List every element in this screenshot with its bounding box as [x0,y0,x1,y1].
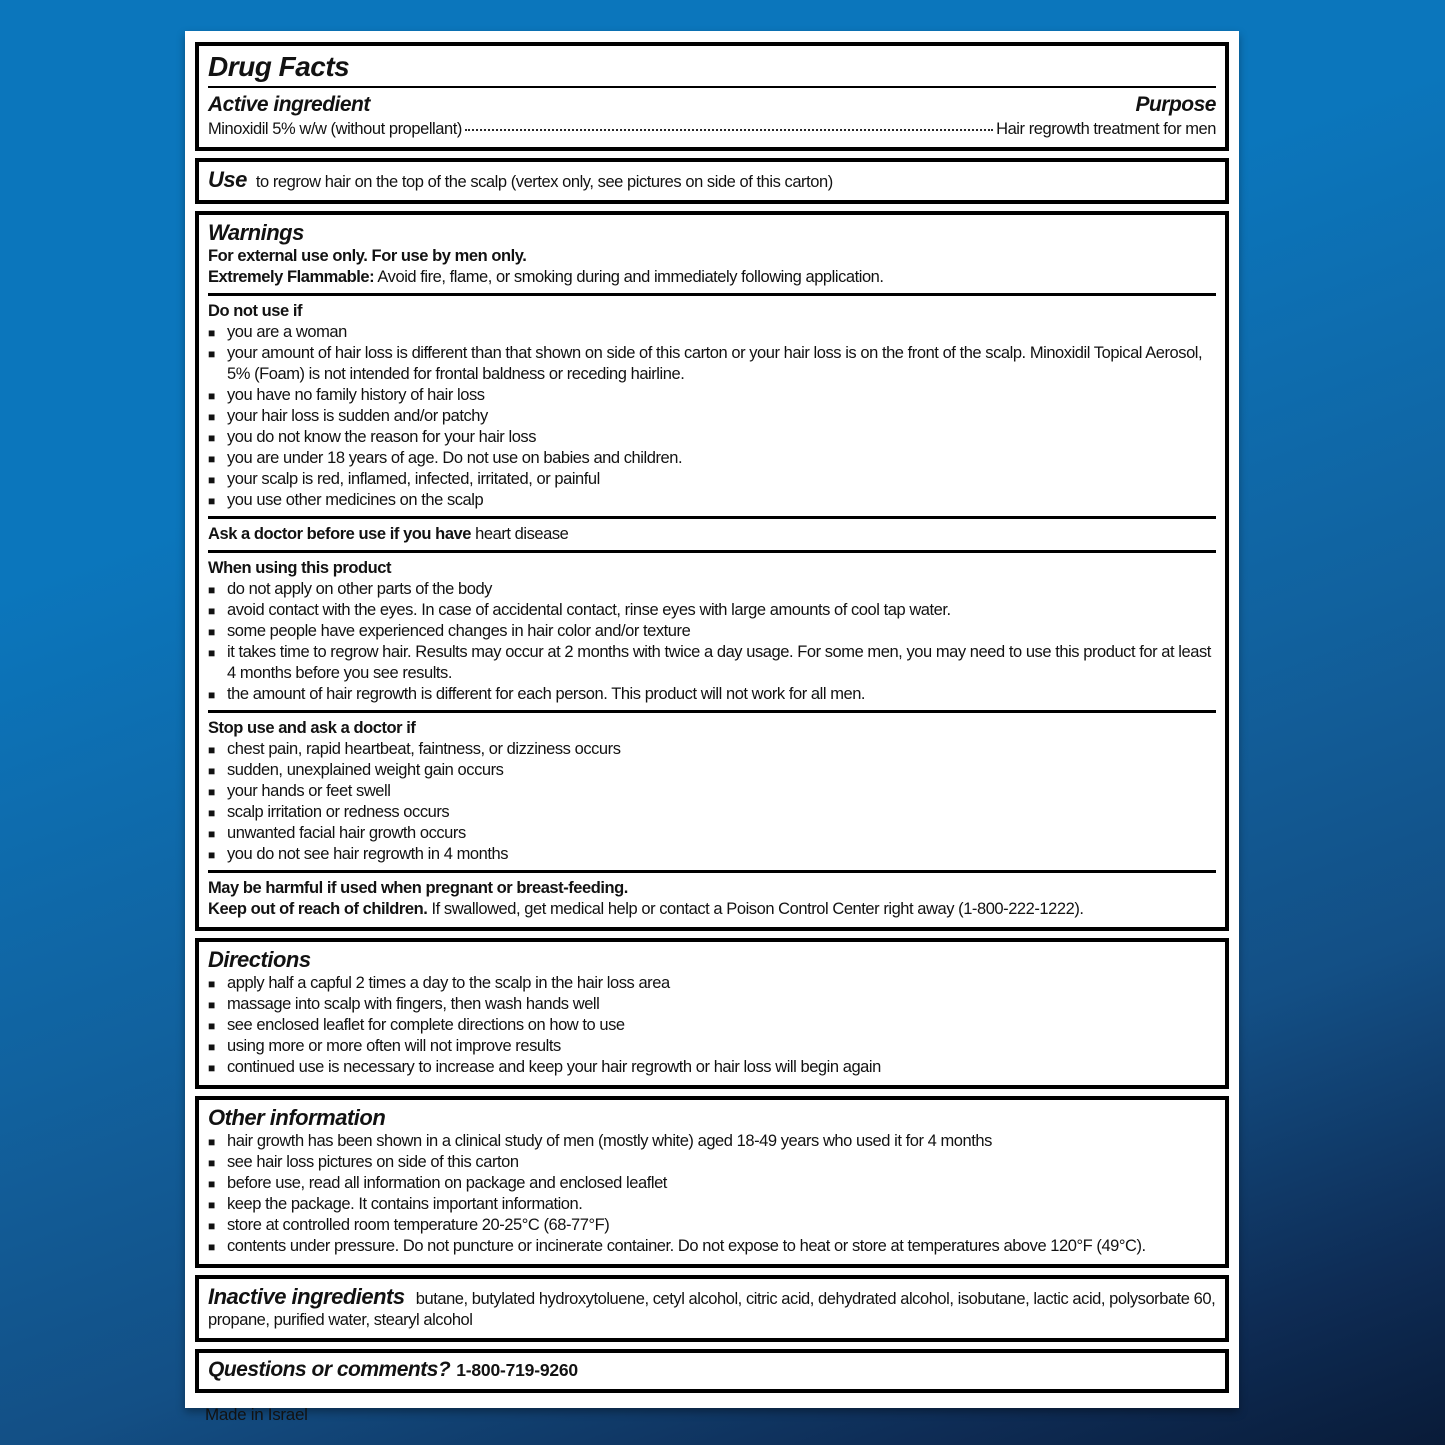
list-item: ■ some people have experienced changes in hair color and/or texture [208,621,1216,642]
dot-leader [465,129,993,131]
list-item: ■ you are under 18 years of age. Do not use on babies and children. [208,448,1216,469]
list-item: ■ your hands or feet swell [208,781,1216,802]
list-item: ■ you do not know the reason for your hair loss [208,427,1216,448]
questions-phone: 1-800-719-9260 [456,1360,578,1380]
active-ingredient-heading: Active ingredient [208,93,370,116]
list-item: ■ see hair loss pictures on side of this carton [208,1152,1216,1173]
list-item: ■ you use other medicines on the scalp [208,490,1216,511]
external-use-line: For external use only. For use by men only. [208,247,527,265]
section-other-information [195,1096,1229,1268]
list-item: ■ your scalp is red, inflamed, infected, irritated, or painful [208,469,1216,490]
ask-doctor-line [208,524,1216,545]
list-item: ■ scalp irritation or redness occurs [208,802,1216,823]
drug-facts-label [185,31,1239,1424]
do-not-use-list [208,322,1216,511]
use-heading: Use [208,167,247,192]
inactive-ingredients-heading: Inactive ingredients [208,1284,405,1309]
stop-use-heading: Stop use and ask a doctor if [208,719,416,737]
directions-list [208,973,1216,1078]
list-item: ■ contents under pressure. Do not puncture or incinerate container. Do not expose to heat or store at temperatures above 120°F (49°C). [208,1236,1216,1257]
title-divider [208,86,1216,88]
warnings-divider [208,870,1216,873]
list-item: ■ using more or more often will not improve results [208,1036,1216,1057]
directions-heading: Directions [208,947,311,972]
warnings-heading: Warnings [208,220,304,245]
list-item: ■ sudden, unexplained weight gain occurs [208,760,1216,781]
list-item: ■ you are a woman [208,322,1216,343]
inactive-ingredients-text: butane, butylated hydroxytoluene, cetyl alcohol, citric acid, dehydrated alcohol, isobutane, lactic acid, polysorbate 60, propane, purified water, stearyl alcohol [208,1290,1216,1329]
pregnancy-warning: May be harmful if used when pregnant or breast-feeding. [208,879,628,897]
active-ingredient-name: Minoxidil 5% w/w (without propellant) [208,120,462,138]
list-item: ■ the amount of hair regrowth is different for each person. This product will not work for all men. [208,684,1216,705]
list-item: ■ you do not see hair regrowth in 4 months [208,844,1216,865]
list-item: ■ do not apply on other parts of the body [208,579,1216,600]
use-text: to regrow hair on the top of the scalp (vertex only, see pictures on side of this carton) [255,173,833,191]
when-using-heading: When using this product [208,559,392,577]
list-item: ■ store at controlled room temperature 20-25°C (68-77°F) [208,1215,1216,1236]
keep-out-line [208,899,1216,920]
warnings-divider [208,550,1216,553]
other-information-list [208,1131,1216,1257]
list-item: ■ it takes time to regrow hair. Results may occur at 2 months with twice a day usage. For some men, you may need to use this product for at least 4 months before you see results. [208,642,1216,684]
list-item: ■ keep the package. It contains important information. [208,1194,1216,1215]
list-item: ■ avoid contact with the eyes. In case of accidental contact, rinse eyes with large amounts of cool tap water. [208,600,1216,621]
list-item: ■ hair growth has been shown in a clinical study of men (mostly white) aged 18-49 years who used it for 4 months [208,1131,1216,1152]
list-item: ■ you have no family history of hair loss [208,385,1216,406]
do-not-use-heading: Do not use if [208,302,303,320]
ask-doctor-label: Ask a doctor before use if you have [208,525,471,543]
list-item: ■ apply half a capful 2 times a day to the scalp in the hair loss area [208,973,1216,994]
section-inactive-ingredients [195,1275,1229,1342]
section-active-ingredient [195,42,1229,151]
flammable-line [208,267,1216,288]
section-warnings [195,211,1229,931]
list-item: ■ before use, read all information on package and enclosed leaflet [208,1173,1216,1194]
list-item: ■ your amount of hair loss is different than that shown on side of this carton or your hair loss is on the front of the scalp. Minoxidil Topical Aerosol, 5% (Foam) is not intended for frontal baldness or receding hairline. [208,343,1216,385]
warnings-divider [208,516,1216,519]
made-in-note: Made in Israel [205,1405,308,1424]
warnings-divider [208,293,1216,296]
inactive-ingredients-line [208,1284,1216,1329]
purpose-value: Hair regrowth treatment for men [996,120,1216,138]
questions-heading: Questions or comments? [208,1358,451,1381]
ask-doctor-text: heart disease [475,525,569,543]
flammable-text: Avoid fire, flame, or smoking during and immediately following application. [377,268,884,286]
section-use [195,158,1229,204]
list-item: ■ continued use is necessary to increase and keep your hair regrowth or hair loss will begin again [208,1057,1216,1078]
keep-out-label: Keep out of reach of children. [208,900,428,918]
section-questions [195,1349,1229,1393]
warnings-divider [208,710,1216,713]
section-directions [195,938,1229,1089]
list-item: ■ see enclosed leaflet for complete directions on how to use [208,1015,1216,1036]
flammable-label: Extremely Flammable: [208,268,375,286]
purpose-heading: Purpose [1135,93,1216,116]
list-item: ■ unwanted facial hair growth occurs [208,823,1216,844]
list-item: ■ chest pain, rapid heartbeat, faintness, or dizziness occurs [208,739,1216,760]
list-item: ■ massage into scalp with fingers, then wash hands well [208,994,1216,1015]
other-information-heading: Other information [208,1105,386,1130]
list-item: ■ your hair loss is sudden and/or patchy [208,406,1216,427]
stop-use-list [208,739,1216,865]
drug-facts-title: Drug Facts [208,51,350,82]
when-using-list [208,579,1216,705]
keep-out-text: If swallowed, get medical help or contact a Poison Control Center right away (1-800-222-1222). [431,900,1084,918]
